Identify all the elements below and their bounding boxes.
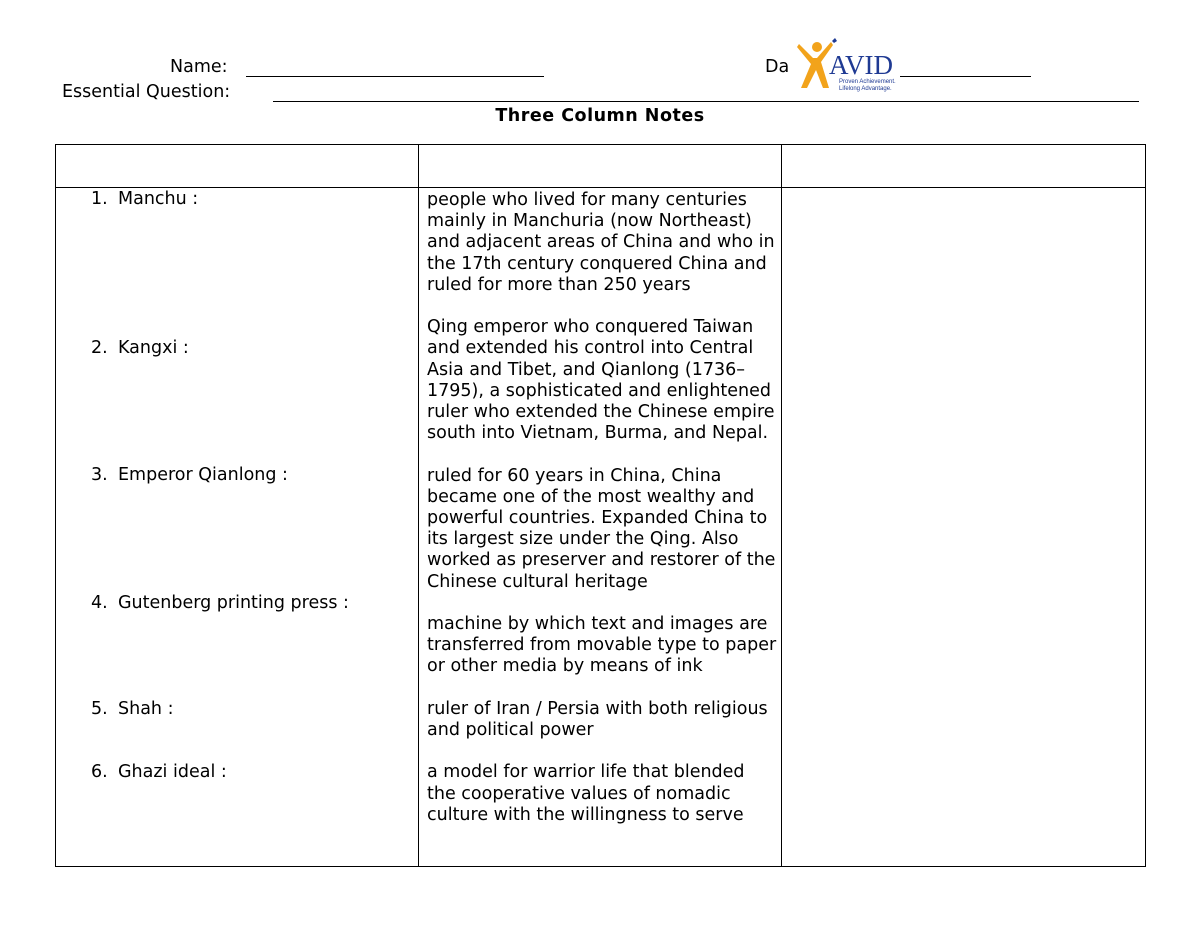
logo-cap-icon bbox=[832, 38, 837, 43]
date-label: Da bbox=[765, 57, 790, 77]
column-divider bbox=[781, 145, 782, 866]
notes-table bbox=[55, 144, 1146, 867]
term-label: Kangxi : bbox=[118, 338, 189, 358]
definition-text: ruler of Iran / Persia with both religious and political power bbox=[427, 698, 768, 741]
logo-wordmark: AVID bbox=[829, 50, 894, 80]
definition-text: machine by which text and images are transferred from movable type to paper or other media by means of ink bbox=[427, 614, 777, 677]
term-label: Emperor Qianlong : bbox=[118, 465, 288, 485]
term-number: 2. bbox=[91, 338, 108, 358]
term-item bbox=[91, 337, 189, 359]
term-label: Manchu : bbox=[118, 189, 199, 209]
page-title: Three Column Notes bbox=[495, 106, 705, 126]
term-number: 5. bbox=[91, 699, 108, 719]
definition-text: Qing emperor who conquered Taiwan and extended his control into Central Asia and Tibet, and Qianlong (1736–1795), a sophisticated and enlightened ruler who extended the Chinese empire south into Vietnam, Burma, and Nepal. bbox=[427, 317, 775, 444]
definitions-column bbox=[427, 190, 777, 847]
term-item bbox=[91, 761, 227, 783]
term-label: Ghazi ideal : bbox=[118, 762, 227, 782]
definition-text: people who lived for many centuries mainly in Manchuria (now Northeast) and adjacent areas of China and who in the 17th century conquered China and ruled for more than 250 years bbox=[427, 190, 775, 295]
term-item bbox=[91, 464, 288, 486]
column-divider bbox=[418, 145, 419, 866]
term-label: Shah : bbox=[118, 699, 174, 719]
term-number: 1. bbox=[91, 189, 108, 209]
term-number: 3. bbox=[91, 465, 108, 485]
essential-question-label: Essential Question: bbox=[62, 82, 231, 102]
date-field[interactable] bbox=[900, 76, 1031, 77]
term-label: Gutenberg printing press : bbox=[118, 593, 349, 613]
name-label: Name: bbox=[170, 57, 228, 77]
term-item bbox=[91, 698, 173, 720]
definition-text: ruled for 60 years in China, China became one of the most wealthy and powerful countries. Expanded China to its largest size under the Qing. Also worked as preserver and restorer of the Chinese cultural heritage bbox=[427, 465, 776, 592]
logo-figure-head bbox=[812, 42, 822, 52]
term-number: 6. bbox=[91, 762, 108, 782]
name-field[interactable] bbox=[246, 76, 544, 77]
avid-logo bbox=[795, 38, 900, 94]
term-number: 4. bbox=[91, 593, 108, 613]
definition-text: a model for warrior life that blended the cooperative values of nomadic culture with the willingness to serve bbox=[427, 762, 745, 825]
logo-tagline-2: Lifelong Advantage. bbox=[839, 86, 892, 92]
term-item bbox=[91, 188, 198, 210]
term-item bbox=[91, 592, 349, 614]
logo-tagline-1: Proven Achievement. bbox=[839, 79, 896, 85]
essential-question-field[interactable] bbox=[273, 101, 1139, 102]
header-row-divider bbox=[56, 187, 1145, 188]
